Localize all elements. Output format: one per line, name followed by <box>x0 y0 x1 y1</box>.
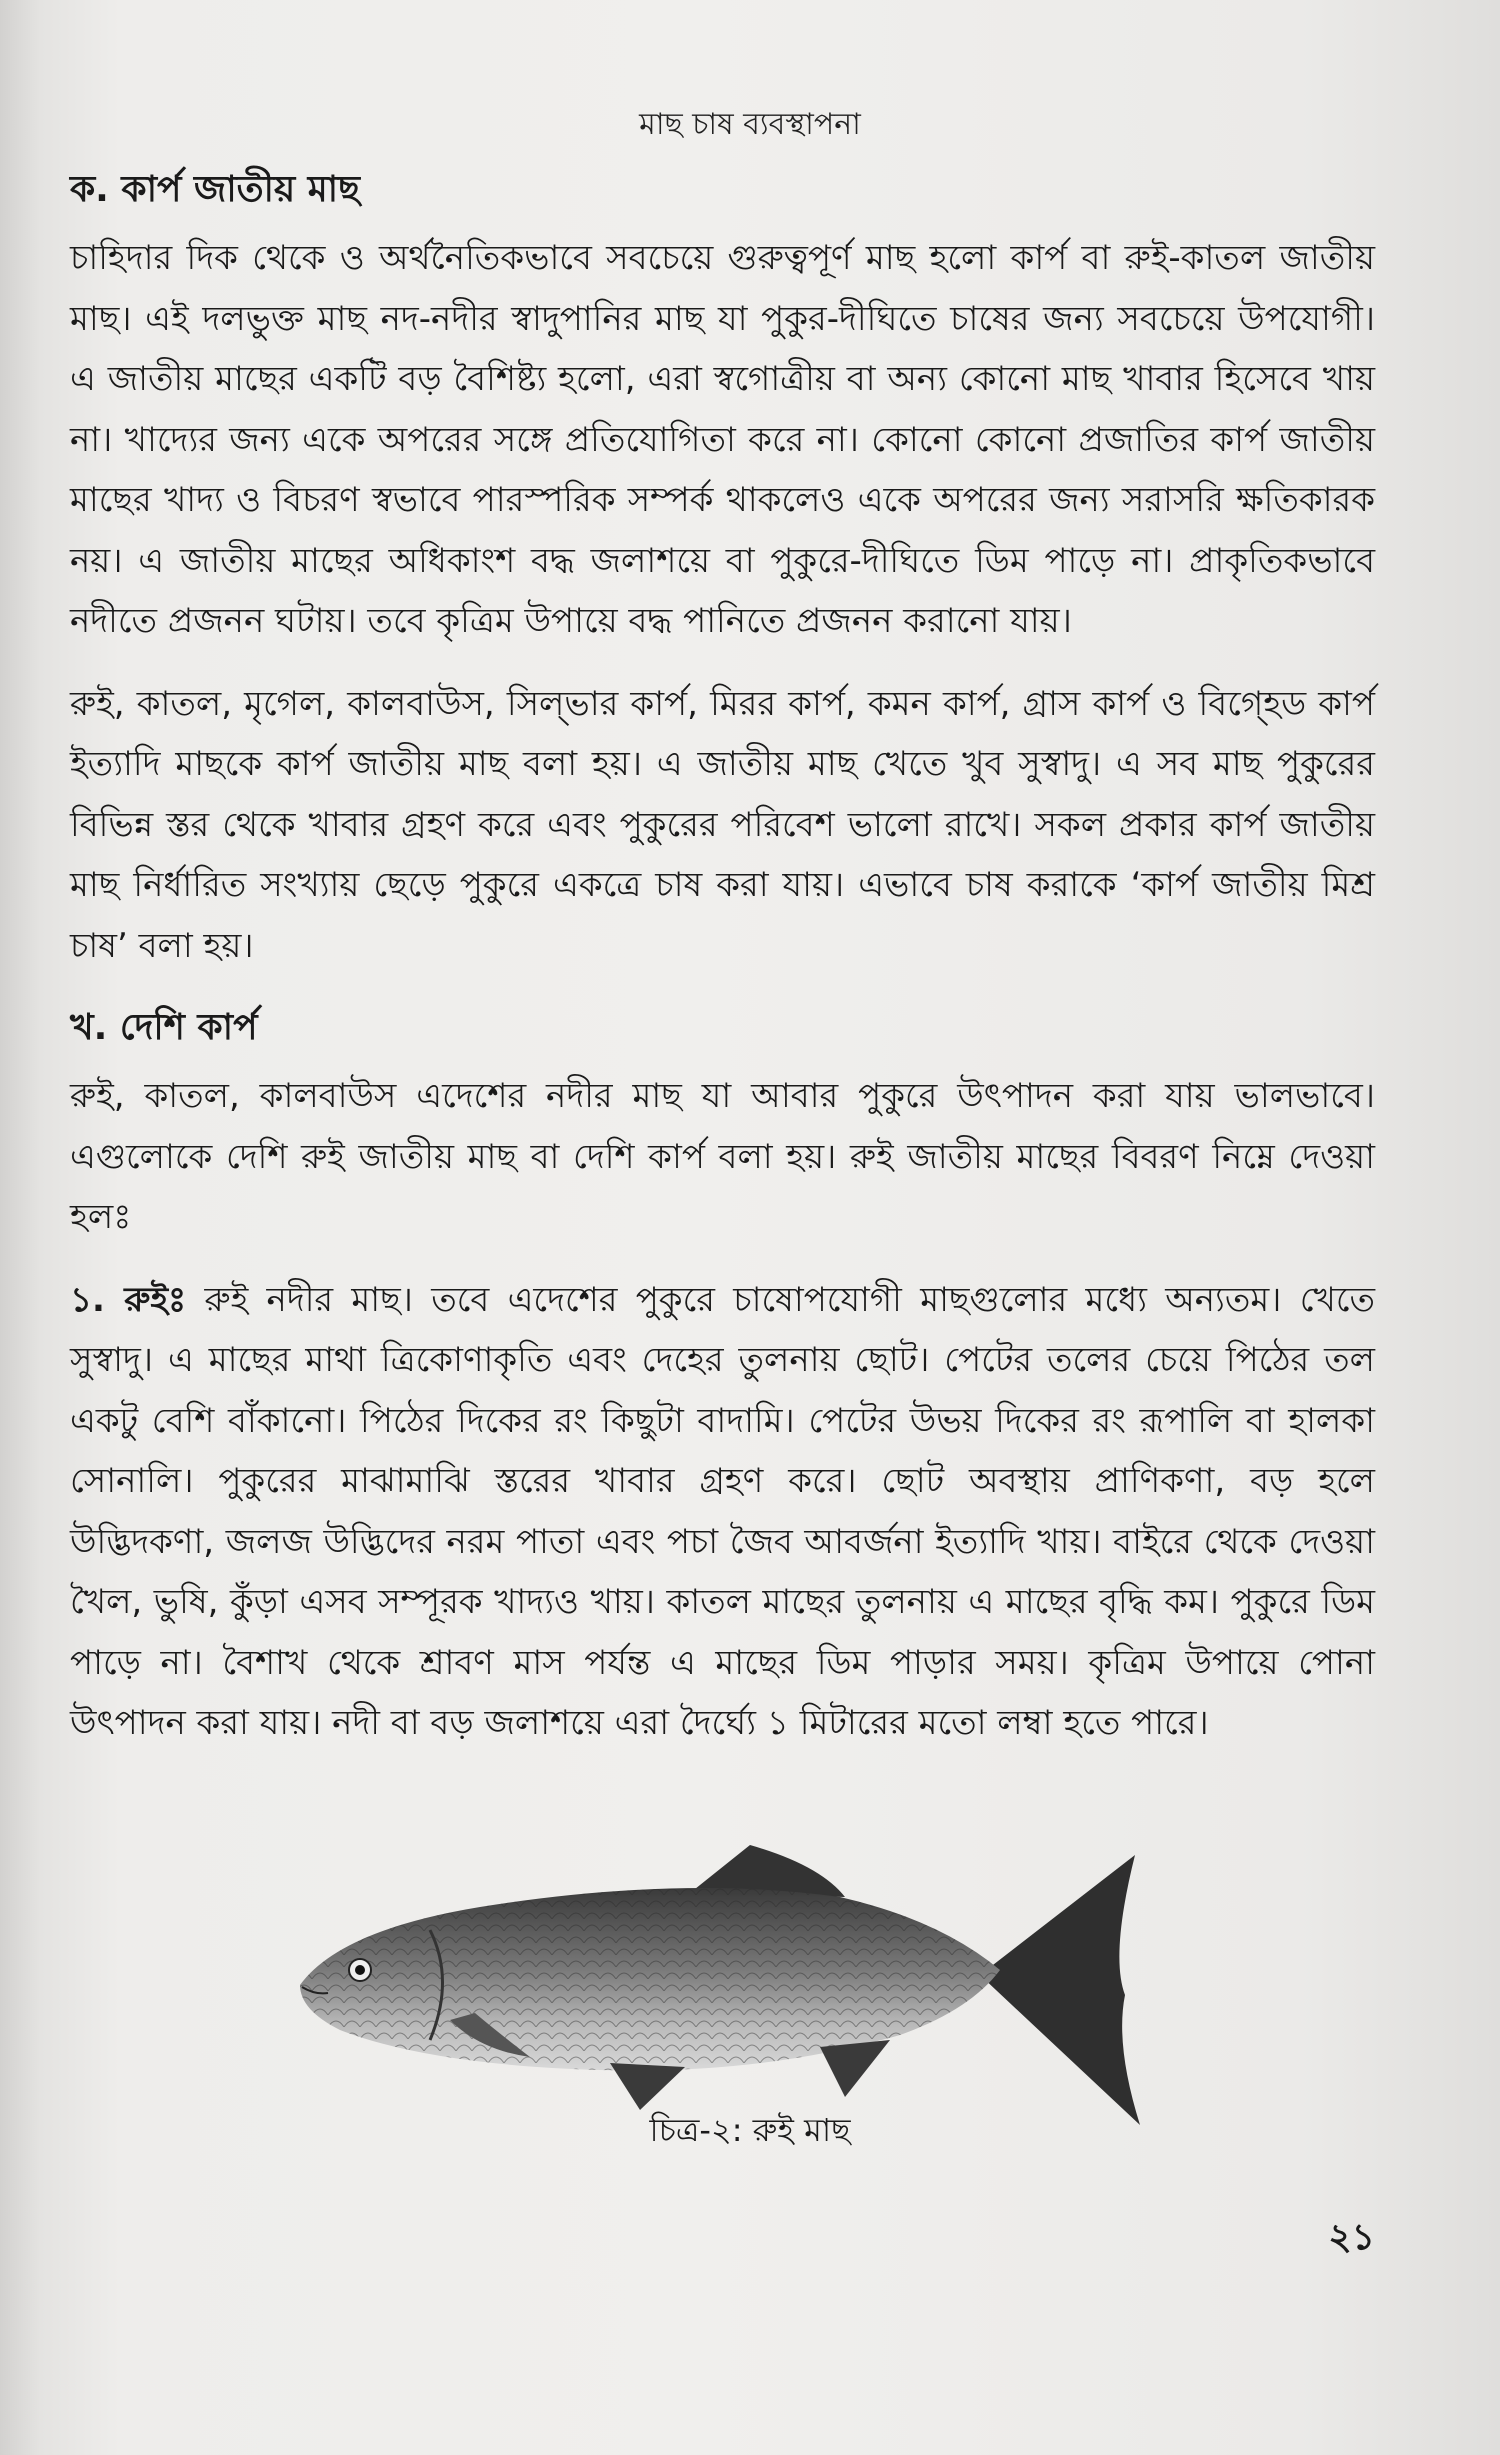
running-head: মাছ চাষ ব্যবস্থাপনা <box>639 107 861 142</box>
paragraph-gap <box>70 652 1375 674</box>
figure-caption: চিত্র-২: রুই মাছ <box>649 2111 851 2149</box>
page-number: ২১ <box>1328 2217 1375 2258</box>
paragraph-ka-1: চাহিদার দিক থেকে ও অর্থনৈতিকভাবে সবচেয়ে গুরুত্বপূর্ণ মাছ হলো কার্প বা রুই-কাতল জাতীয় মাছ। এই দলভুক্ত মাছ নদ-নদীর স্বাদুপানির মাছ যা পুকুর-দীঘিতে চাষের জন্য সবচেয়ে উপযোগী। এ জাতীয় মাছের একটি বড় বৈশিষ্ট্য হলো, এরা স্বগোত্রীয় বা অন্য কোনো মাছ খাবার হিসেবে খায় না। খাদ্যের জন্য একে অপরের সঙ্গে প্রতিযোগিতা করে না। কোনো কোনো প্রজাতির কার্প জাতীয় মাছের খাদ্য ও বিচরণ স্বভাবে পারস্পরিক সম্পর্ক থাকলেও একে অপরের জন্য সরাসরি ক্ষতিকারক নয়। এ জাতীয় মাছের অধিকাংশ বদ্ধ জলাশয়ে বা পুকুরে-দীঘিতে ডিম পাড়ে না। প্রাকৃতিকভাবে নদীতে প্রজনন ঘটায়। তবে কৃত্রিম উপায়ে বদ্ধ পানিতে প্রজনন করানো যায়। <box>70 238 1375 641</box>
pelvic-fin <box>610 2063 685 2110</box>
paragraph-kha-1: রুই, কাতল, কালবাউস এদেশের নদীর মাছ যা আবার পুকুরে উৎপাদন করা যায় ভালভাবে। এগুলোকে দেশি রুই জাতীয় মাছ বা দেশি কার্প বলা হয়। রুই জাতীয় মাছের বিবরণ নিম্নে দেওয়া হলঃ <box>70 1076 1375 1237</box>
rohu-fish-icon <box>280 1835 1170 2135</box>
item-text-rui: রুই নদীর মাছ। তবে এদেশের পুকুরে চাষোপযোগী মাছগুলোর মধ্যে অন্যতম। খেতে সুস্বাদু। এ মাছের মাথা ত্রিকোণাকৃতি এবং দেহের তুলনায় ছোট। পেটের তলের চেয়ে পিঠের তল একটু বেশি বাঁকানো। পিঠের দিকের রং কিছুটা বাদামি। পেটের উভয় দিকের রং রূপালি বা হালকা সোনালি। পুকুরের মাঝামাঝি স্তরের খাবার গ্রহণ করে। ছোট অবস্থায় প্রাণিকণা, বড় হলে উদ্ভিদকণা, জলজ উদ্ভিদের নরম পাতা এবং পচা জৈব আবর্জনা ইত্যাদি খায়। বাইরে থেকে দেওয়া খৈল, ভুষি, কুঁড়া এসব সম্পূরক খাদ্যও খায়। কাতল মাছের তুলনায় এ মাছের বৃদ্ধি কম। পুকুরে ডিম পাড়ে না। বৈশাখ থেকে শ্রাবণ মাস পর্যন্ত এ মাছের ডিম পাড়ার সময়। কৃত্রিম উপায়ে পোনা উৎপাদন করা যায়। নদী বা বড় জলাশয়ে এরা দৈর্ঘ্যে ১ মিটারের মতো লম্বা হতে পারে। <box>70 1279 1375 1743</box>
fish-scales <box>300 1888 1000 2071</box>
paragraph-ka-2: রুই, কাতল, মৃগেল, কালবাউস, সিল্ভার কার্প, মিরর কার্প, কমন কার্প, গ্রাস কার্প ও বিগ্হেড কার্প ইত্যাদি মাছকে কার্প জাতীয় মাছ বলা হয়। এ জাতীয় মাছ খেতে খুব সুস্বাদু। এ সব মাছ পুকুরের বিভিন্ন স্তর থেকে খাবার গ্রহণ করে এবং পুকুরের পরিবেশ ভালো রাখে। সকল প্রকার কার্প জাতীয় মাছ নির্ধারিত সংখ্যায় ছেড়ে পুকুরে একত্রে চাষ করা যায়। এভাবে চাষ করাকে ‘কার্প জাতীয় মিশ্র চাষ’ বলা হয়। <box>70 683 1375 966</box>
rohu-fish-figure <box>280 1835 1170 2135</box>
fish-pupil <box>355 1965 365 1975</box>
paragraph-rui-description <box>70 1270 1375 1754</box>
section-heading-ka: ক. কার্প জাতীয় মাছ <box>70 169 360 210</box>
item-label-rui: ১. রুইঃ <box>70 1279 187 1320</box>
paragraph-gap <box>70 1248 1375 1270</box>
section-heading-kha: খ. দেশি কার্প <box>70 1007 258 1048</box>
tail-fin <box>980 1855 1140 2125</box>
section-gap <box>70 976 1375 998</box>
anal-fin <box>820 2040 890 2097</box>
page-content <box>70 160 1375 1754</box>
